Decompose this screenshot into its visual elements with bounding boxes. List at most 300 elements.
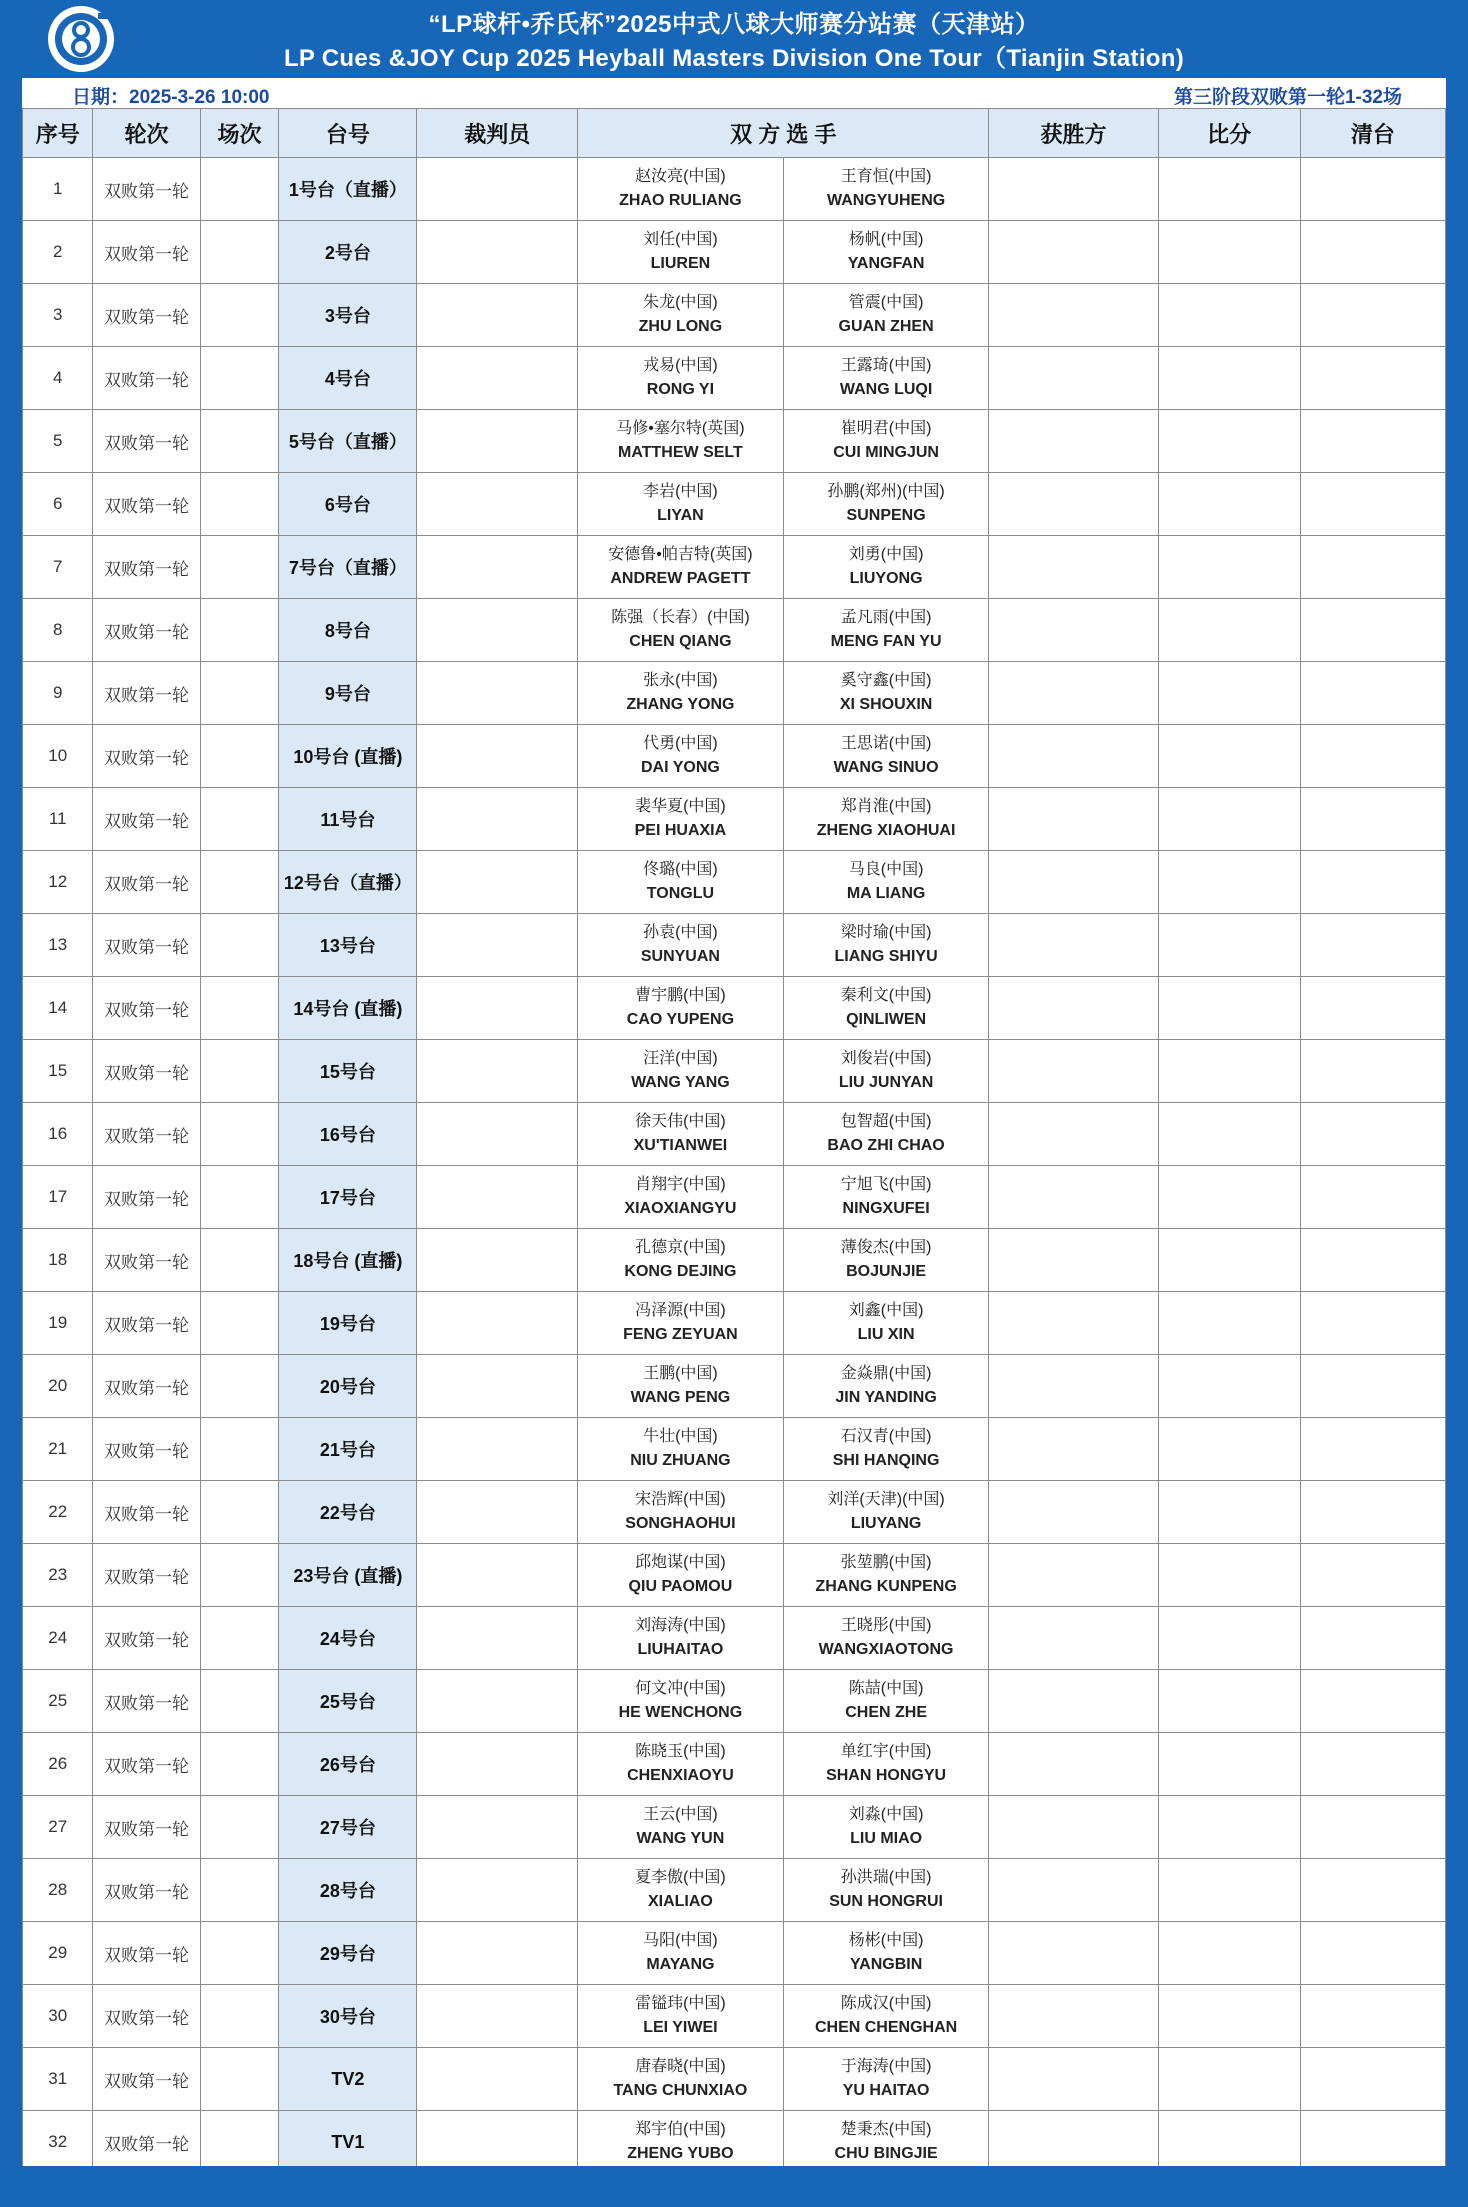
seq-cell: 18 bbox=[23, 1229, 93, 1292]
title-english: LP Cues &JOY Cup 2025 Heyball Masters Division One Tour（Tianjin Station) bbox=[283, 45, 1185, 72]
seq-cell: 22 bbox=[23, 1481, 93, 1544]
winner-cell bbox=[989, 2048, 1158, 2111]
winner-cell bbox=[989, 1922, 1158, 1985]
player-two-cell bbox=[783, 788, 989, 851]
match-cell bbox=[200, 410, 279, 473]
player-name-english: YU HAITAO bbox=[842, 2082, 930, 2099]
player-name-english: PEI HUAXIA bbox=[634, 822, 727, 839]
score-cell bbox=[1158, 410, 1300, 473]
player-one-cell bbox=[578, 1859, 784, 1922]
player-two-cell bbox=[783, 221, 989, 284]
player-name-english: JIN YANDING bbox=[835, 1389, 937, 1406]
player-name-english: SUN HONGRUI bbox=[829, 1893, 943, 1910]
winner-cell bbox=[989, 221, 1158, 284]
round-cell: 双败第一轮 bbox=[93, 599, 200, 662]
round-cell: 双败第一轮 bbox=[93, 473, 200, 536]
player-name-chinese: 孟凡雨(中国) bbox=[840, 609, 932, 626]
player-name-chinese: 郑宇伯(中国) bbox=[635, 2121, 726, 2138]
clear-cell bbox=[1300, 1040, 1445, 1103]
table-row bbox=[23, 1418, 1446, 1481]
player-name-chinese: 牛壮(中国) bbox=[643, 1428, 718, 1445]
player-name-chinese: 刘洋(天津)(中国) bbox=[827, 1491, 945, 1508]
match-cell bbox=[200, 599, 279, 662]
winner-cell bbox=[989, 1292, 1158, 1355]
player-name-english: WANG SINUO bbox=[833, 759, 939, 776]
player-name-english: MA LIANG bbox=[846, 885, 926, 902]
referee-cell bbox=[417, 284, 578, 347]
round-cell: 双败第一轮 bbox=[93, 1985, 200, 2048]
player-name-chinese: 刘海涛(中国) bbox=[635, 1617, 726, 1634]
match-cell bbox=[200, 1985, 279, 2048]
table-number-cell: 16号台 bbox=[279, 1103, 417, 1166]
player-name-chinese: 朱龙(中国) bbox=[643, 294, 718, 311]
round-cell: 双败第一轮 bbox=[93, 977, 200, 1040]
referee-cell bbox=[417, 1544, 578, 1607]
clear-cell bbox=[1300, 851, 1445, 914]
player-one-cell bbox=[578, 347, 784, 410]
clear-cell bbox=[1300, 788, 1445, 851]
referee-cell bbox=[417, 2111, 578, 2174]
winner-cell bbox=[989, 725, 1158, 788]
player-one-cell bbox=[578, 1544, 784, 1607]
round-cell: 双败第一轮 bbox=[93, 347, 200, 410]
match-cell bbox=[200, 536, 279, 599]
player-name-english: MATTHEW SELT bbox=[618, 444, 743, 461]
table-number-cell: 22号台 bbox=[279, 1481, 417, 1544]
col-header-referee: 裁判员 bbox=[417, 109, 578, 158]
seq-cell: 27 bbox=[23, 1796, 93, 1859]
score-cell bbox=[1158, 1103, 1300, 1166]
match-cell bbox=[200, 284, 279, 347]
schedule-table bbox=[22, 108, 1446, 2174]
match-cell bbox=[200, 1418, 279, 1481]
player-name-english: CHEN QIANG bbox=[629, 633, 732, 650]
player-name-chinese: 王育恒(中国) bbox=[840, 168, 932, 185]
winner-cell bbox=[989, 1859, 1158, 1922]
player-two-cell bbox=[783, 1481, 989, 1544]
player-one-cell bbox=[578, 284, 784, 347]
winner-cell bbox=[989, 599, 1158, 662]
player-name-chinese: 赵汝亮(中国) bbox=[635, 168, 726, 185]
referee-cell bbox=[417, 851, 578, 914]
player-name-chinese: 李岩(中国) bbox=[643, 483, 718, 500]
round-cell: 双败第一轮 bbox=[93, 1040, 200, 1103]
referee-cell bbox=[417, 1418, 578, 1481]
round-cell: 双败第一轮 bbox=[93, 1355, 200, 1418]
clear-cell bbox=[1300, 1481, 1445, 1544]
table-number-cell: 11号台 bbox=[279, 788, 417, 851]
round-cell: 双败第一轮 bbox=[93, 1670, 200, 1733]
referee-cell bbox=[417, 662, 578, 725]
winner-cell bbox=[989, 536, 1158, 599]
score-cell bbox=[1158, 284, 1300, 347]
score-cell bbox=[1158, 1670, 1300, 1733]
table-number-cell: 5号台（直播） bbox=[279, 410, 417, 473]
player-two-cell bbox=[783, 851, 989, 914]
player-name-chinese: 雷镒玮(中国) bbox=[635, 1995, 726, 2012]
player-name-chinese: 戎易(中国) bbox=[643, 357, 718, 374]
table-number-cell: TV2 bbox=[279, 2048, 417, 2111]
round-cell: 双败第一轮 bbox=[93, 788, 200, 851]
player-name-english: LIU XIN bbox=[857, 1326, 915, 1343]
winner-cell bbox=[989, 158, 1158, 221]
player-name-chinese: 马修•塞尔特(英国) bbox=[616, 420, 745, 437]
player-name-english: LIU MIAO bbox=[850, 1830, 923, 1847]
round-cell: 双败第一轮 bbox=[93, 158, 200, 221]
referee-cell bbox=[417, 1985, 578, 2048]
round-cell: 双败第一轮 bbox=[93, 2048, 200, 2111]
table-number-cell: 6号台 bbox=[279, 473, 417, 536]
table-number-cell: 28号台 bbox=[279, 1859, 417, 1922]
player-name-chinese: 薄俊杰(中国) bbox=[840, 1239, 932, 1256]
col-header-players: 双 方 选 手 bbox=[578, 109, 989, 158]
table-number-cell: 1号台（直播） bbox=[279, 158, 417, 221]
player-name-english: CHU BINGJIE bbox=[834, 2145, 938, 2162]
player-name-chinese: 孔德京(中国) bbox=[635, 1239, 726, 1256]
table-number-cell: 27号台 bbox=[279, 1796, 417, 1859]
player-name-english: WANG YANG bbox=[631, 1074, 730, 1091]
seq-cell: 16 bbox=[23, 1103, 93, 1166]
player-two-cell bbox=[783, 977, 989, 1040]
player-one-cell bbox=[578, 725, 784, 788]
match-cell bbox=[200, 662, 279, 725]
clear-cell bbox=[1300, 662, 1445, 725]
table-row bbox=[23, 1229, 1446, 1292]
score-cell bbox=[1158, 914, 1300, 977]
player-name-english: XI SHOUXIN bbox=[839, 696, 933, 713]
player-name-chinese: 王云(中国) bbox=[643, 1806, 718, 1823]
clear-cell bbox=[1300, 1670, 1445, 1733]
score-cell bbox=[1158, 473, 1300, 536]
player-name-chinese: 曹宇鹏(中国) bbox=[635, 987, 726, 1004]
winner-cell bbox=[989, 788, 1158, 851]
winner-cell bbox=[989, 977, 1158, 1040]
round-cell: 双败第一轮 bbox=[93, 662, 200, 725]
seq-cell: 29 bbox=[23, 1922, 93, 1985]
title-chinese: “LP球杆•乔氏杯”2025中式八球大师赛分站赛（天津站） bbox=[428, 11, 1040, 38]
player-two-cell bbox=[783, 1418, 989, 1481]
match-cell bbox=[200, 1481, 279, 1544]
col-header-table: 台号 bbox=[279, 109, 417, 158]
player-two-cell bbox=[783, 599, 989, 662]
col-header-match: 场次 bbox=[200, 109, 279, 158]
score-cell bbox=[1158, 1607, 1300, 1670]
player-name-chinese: 刘俊岩(中国) bbox=[840, 1050, 932, 1067]
table-row bbox=[23, 536, 1446, 599]
table-row bbox=[23, 1670, 1446, 1733]
player-name-chinese: 梁时瑜(中国) bbox=[840, 924, 932, 941]
player-name-chinese: 奚守鑫(中国) bbox=[840, 672, 932, 689]
player-one-cell bbox=[578, 1670, 784, 1733]
score-cell bbox=[1158, 1040, 1300, 1103]
round-cell: 双败第一轮 bbox=[93, 1607, 200, 1670]
table-number-cell: 25号台 bbox=[279, 1670, 417, 1733]
match-date: 日期：2025-3-26 10:00 bbox=[72, 87, 270, 108]
seq-cell: 6 bbox=[23, 473, 93, 536]
player-name-english: SONGHAOHUI bbox=[625, 1515, 736, 1532]
table-number-cell: 29号台 bbox=[279, 1922, 417, 1985]
match-cell bbox=[200, 788, 279, 851]
player-name-english: WANG YUN bbox=[636, 1830, 725, 1847]
table-number-cell: 8号台 bbox=[279, 599, 417, 662]
player-name-english: YANGBIN bbox=[849, 1956, 923, 1973]
table-row bbox=[23, 1985, 1446, 2048]
referee-cell bbox=[417, 1796, 578, 1859]
match-cell bbox=[200, 1040, 279, 1103]
referee-cell bbox=[417, 473, 578, 536]
player-name-chinese: 安德鲁•帕吉特(英国) bbox=[608, 546, 753, 563]
clear-cell bbox=[1300, 1166, 1445, 1229]
referee-cell bbox=[417, 1166, 578, 1229]
referee-cell bbox=[417, 1355, 578, 1418]
clear-cell bbox=[1300, 1229, 1445, 1292]
seq-cell: 14 bbox=[23, 977, 93, 1040]
player-name-chinese: 孙鹏(郑州)(中国) bbox=[827, 483, 945, 500]
player-name-chinese: 代勇(中国) bbox=[643, 735, 718, 752]
score-cell bbox=[1158, 1544, 1300, 1607]
stage-label: 第三阶段双败第一轮1-32场 bbox=[1173, 87, 1402, 108]
table-row bbox=[23, 599, 1446, 662]
clear-cell bbox=[1300, 536, 1445, 599]
player-name-english: LIYAN bbox=[657, 507, 704, 524]
round-cell: 双败第一轮 bbox=[93, 1481, 200, 1544]
referee-cell bbox=[417, 788, 578, 851]
round-cell: 双败第一轮 bbox=[93, 914, 200, 977]
player-one-cell bbox=[578, 1040, 784, 1103]
player-two-cell bbox=[783, 1229, 989, 1292]
seq-cell: 5 bbox=[23, 410, 93, 473]
score-cell bbox=[1158, 1418, 1300, 1481]
player-name-english: RONG YI bbox=[646, 381, 715, 398]
player-name-chinese: 陈成汉(中国) bbox=[840, 1995, 932, 2012]
clear-cell bbox=[1300, 914, 1445, 977]
table-row bbox=[23, 1355, 1446, 1418]
player-two-cell bbox=[783, 1922, 989, 1985]
score-cell bbox=[1158, 1229, 1300, 1292]
player-name-english: ZHANG YONG bbox=[626, 696, 735, 713]
player-two-cell bbox=[783, 473, 989, 536]
clear-cell bbox=[1300, 1544, 1445, 1607]
match-cell bbox=[200, 1103, 279, 1166]
player-two-cell bbox=[783, 914, 989, 977]
player-name-english: NINGXUFEI bbox=[842, 1200, 930, 1217]
seq-cell: 21 bbox=[23, 1418, 93, 1481]
player-name-chinese: 夏李傲(中国) bbox=[635, 1869, 726, 1886]
clear-cell bbox=[1300, 1985, 1445, 2048]
round-cell: 双败第一轮 bbox=[93, 1229, 200, 1292]
score-cell bbox=[1158, 599, 1300, 662]
referee-cell bbox=[417, 1670, 578, 1733]
player-name-english: LIUREN bbox=[650, 255, 711, 272]
player-name-chinese: 张堃鹏(中国) bbox=[840, 1554, 932, 1571]
player-one-cell bbox=[578, 1733, 784, 1796]
player-two-cell bbox=[783, 1796, 989, 1859]
player-name-english: KONG DEJING bbox=[624, 1263, 737, 1280]
player-name-english: XIALIAO bbox=[647, 1893, 713, 1910]
table-row bbox=[23, 977, 1446, 1040]
score-cell bbox=[1158, 536, 1300, 599]
player-name-english: XU'TIANWEI bbox=[633, 1137, 728, 1154]
seq-cell: 25 bbox=[23, 1670, 93, 1733]
player-name-english: CHENXIAOYU bbox=[627, 1767, 734, 1784]
round-cell: 双败第一轮 bbox=[93, 1733, 200, 1796]
seq-cell: 4 bbox=[23, 347, 93, 410]
clear-cell bbox=[1300, 977, 1445, 1040]
score-cell bbox=[1158, 725, 1300, 788]
player-name-english: LIANG SHIYU bbox=[834, 948, 938, 965]
player-name-chinese: 金焱鼎(中国) bbox=[840, 1365, 932, 1382]
player-name-english: BOJUNJIE bbox=[846, 1263, 927, 1280]
score-cell bbox=[1158, 347, 1300, 410]
player-name-chinese: 马阳(中国) bbox=[643, 1932, 718, 1949]
player-name-english: ZHU LONG bbox=[638, 318, 723, 335]
player-two-cell bbox=[783, 158, 989, 221]
table-row bbox=[23, 2048, 1446, 2111]
player-name-english: QIU PAOMOU bbox=[628, 1578, 733, 1595]
player-one-cell bbox=[578, 1229, 784, 1292]
table-number-cell: 14号台 (直播) bbox=[279, 977, 417, 1040]
player-name-chinese: 邱炮谋(中国) bbox=[635, 1554, 726, 1571]
winner-cell bbox=[989, 1418, 1158, 1481]
player-name-english: MENG FAN YU bbox=[830, 633, 942, 650]
player-name-chinese: 杨帆(中国) bbox=[848, 231, 924, 248]
clear-cell bbox=[1300, 410, 1445, 473]
seq-cell: 15 bbox=[23, 1040, 93, 1103]
table-row bbox=[23, 158, 1446, 221]
match-cell bbox=[200, 1607, 279, 1670]
clear-cell bbox=[1300, 1859, 1445, 1922]
player-one-cell bbox=[578, 851, 784, 914]
player-name-english: LIUYANG bbox=[850, 1515, 922, 1532]
player-name-english: SHI HANQING bbox=[832, 1452, 940, 1469]
round-cell: 双败第一轮 bbox=[93, 851, 200, 914]
col-header-score: 比分 bbox=[1158, 109, 1300, 158]
table-row bbox=[23, 284, 1446, 347]
player-one-cell bbox=[578, 473, 784, 536]
player-name-english: ZHAO RULIANG bbox=[619, 192, 742, 209]
player-name-chinese: 马良(中国) bbox=[848, 861, 924, 878]
score-cell bbox=[1158, 1985, 1300, 2048]
clear-cell bbox=[1300, 1355, 1445, 1418]
table-number-cell: 30号台 bbox=[279, 1985, 417, 2048]
player-name-english: CUI MINGJUN bbox=[833, 444, 939, 461]
round-cell: 双败第一轮 bbox=[93, 1166, 200, 1229]
player-name-english: CHEN ZHE bbox=[845, 1704, 927, 1721]
player-name-english: WANGXIAOTONG bbox=[818, 1641, 954, 1658]
referee-cell bbox=[417, 977, 578, 1040]
player-one-cell bbox=[578, 1292, 784, 1355]
clear-cell bbox=[1300, 1607, 1445, 1670]
player-name-chinese: 包智超(中国) bbox=[840, 1113, 932, 1130]
round-cell: 双败第一轮 bbox=[93, 1859, 200, 1922]
match-cell bbox=[200, 1544, 279, 1607]
player-name-chinese: 王鹏(中国) bbox=[643, 1365, 718, 1382]
table-row bbox=[23, 1040, 1446, 1103]
table-row bbox=[23, 851, 1446, 914]
clear-cell bbox=[1300, 599, 1445, 662]
table-number-cell: 17号台 bbox=[279, 1166, 417, 1229]
score-cell bbox=[1158, 1922, 1300, 1985]
round-cell: 双败第一轮 bbox=[93, 1103, 200, 1166]
player-name-chinese: 唐春晓(中国) bbox=[635, 2058, 726, 2075]
winner-cell bbox=[989, 1166, 1158, 1229]
seq-cell: 24 bbox=[23, 1607, 93, 1670]
player-name-english: ZHANG KUNPENG bbox=[815, 1578, 957, 1595]
seq-cell: 28 bbox=[23, 1859, 93, 1922]
match-cell bbox=[200, 977, 279, 1040]
winner-cell bbox=[989, 410, 1158, 473]
player-one-cell bbox=[578, 1166, 784, 1229]
player-name-english: SUNYUAN bbox=[640, 948, 720, 965]
clear-cell bbox=[1300, 1733, 1445, 1796]
table-number-cell: 13号台 bbox=[279, 914, 417, 977]
seq-cell: 19 bbox=[23, 1292, 93, 1355]
player-name-english: GUAN ZHEN bbox=[838, 318, 934, 335]
winner-cell bbox=[989, 2111, 1158, 2174]
match-cell bbox=[200, 2111, 279, 2174]
player-two-cell bbox=[783, 662, 989, 725]
score-cell bbox=[1158, 1796, 1300, 1859]
score-cell bbox=[1158, 1733, 1300, 1796]
player-name-english: TANG CHUNXIAO bbox=[613, 2082, 748, 2099]
bottom-strip bbox=[0, 2166, 1468, 2207]
match-cell bbox=[200, 1733, 279, 1796]
match-cell bbox=[200, 347, 279, 410]
player-name-english: CAO YUPENG bbox=[626, 1011, 735, 1028]
player-name-chinese: 刘勇(中国) bbox=[848, 546, 924, 563]
seq-cell: 1 bbox=[23, 158, 93, 221]
score-cell bbox=[1158, 788, 1300, 851]
seq-cell: 11 bbox=[23, 788, 93, 851]
info-bar bbox=[22, 78, 1446, 108]
clear-cell bbox=[1300, 473, 1445, 536]
player-two-cell bbox=[783, 1985, 989, 2048]
player-name-english: QINLIWEN bbox=[846, 1011, 927, 1028]
player-name-chinese: 楚秉杰(中国) bbox=[840, 2121, 932, 2138]
player-name-english: WANGYUHENG bbox=[826, 192, 946, 209]
col-header-clear: 清台 bbox=[1300, 109, 1445, 158]
score-cell bbox=[1158, 1859, 1300, 1922]
player-name-english: TONGLU bbox=[646, 885, 715, 902]
referee-cell bbox=[417, 1481, 578, 1544]
seq-cell: 8 bbox=[23, 599, 93, 662]
player-name-chinese: 秦利文(中国) bbox=[840, 987, 932, 1004]
clear-cell bbox=[1300, 158, 1445, 221]
round-cell: 双败第一轮 bbox=[93, 725, 200, 788]
seq-cell: 32 bbox=[23, 2111, 93, 2174]
table-row bbox=[23, 1859, 1446, 1922]
player-one-cell bbox=[578, 410, 784, 473]
winner-cell bbox=[989, 1733, 1158, 1796]
table-number-cell: 7号台（直播） bbox=[279, 536, 417, 599]
clear-cell bbox=[1300, 1418, 1445, 1481]
table-row bbox=[23, 1733, 1446, 1796]
score-cell bbox=[1158, 2048, 1300, 2111]
seq-cell: 17 bbox=[23, 1166, 93, 1229]
col-header-seq: 序号 bbox=[23, 109, 93, 158]
winner-cell bbox=[989, 284, 1158, 347]
player-one-cell bbox=[578, 1922, 784, 1985]
referee-cell bbox=[417, 410, 578, 473]
table-row bbox=[23, 410, 1446, 473]
table-row bbox=[23, 2111, 1446, 2174]
round-cell: 双败第一轮 bbox=[93, 1796, 200, 1859]
clear-cell bbox=[1300, 221, 1445, 284]
player-one-cell bbox=[578, 536, 784, 599]
player-two-cell bbox=[783, 1040, 989, 1103]
player-name-english: ZHENG XIAOHUAI bbox=[816, 822, 956, 839]
seq-cell: 12 bbox=[23, 851, 93, 914]
